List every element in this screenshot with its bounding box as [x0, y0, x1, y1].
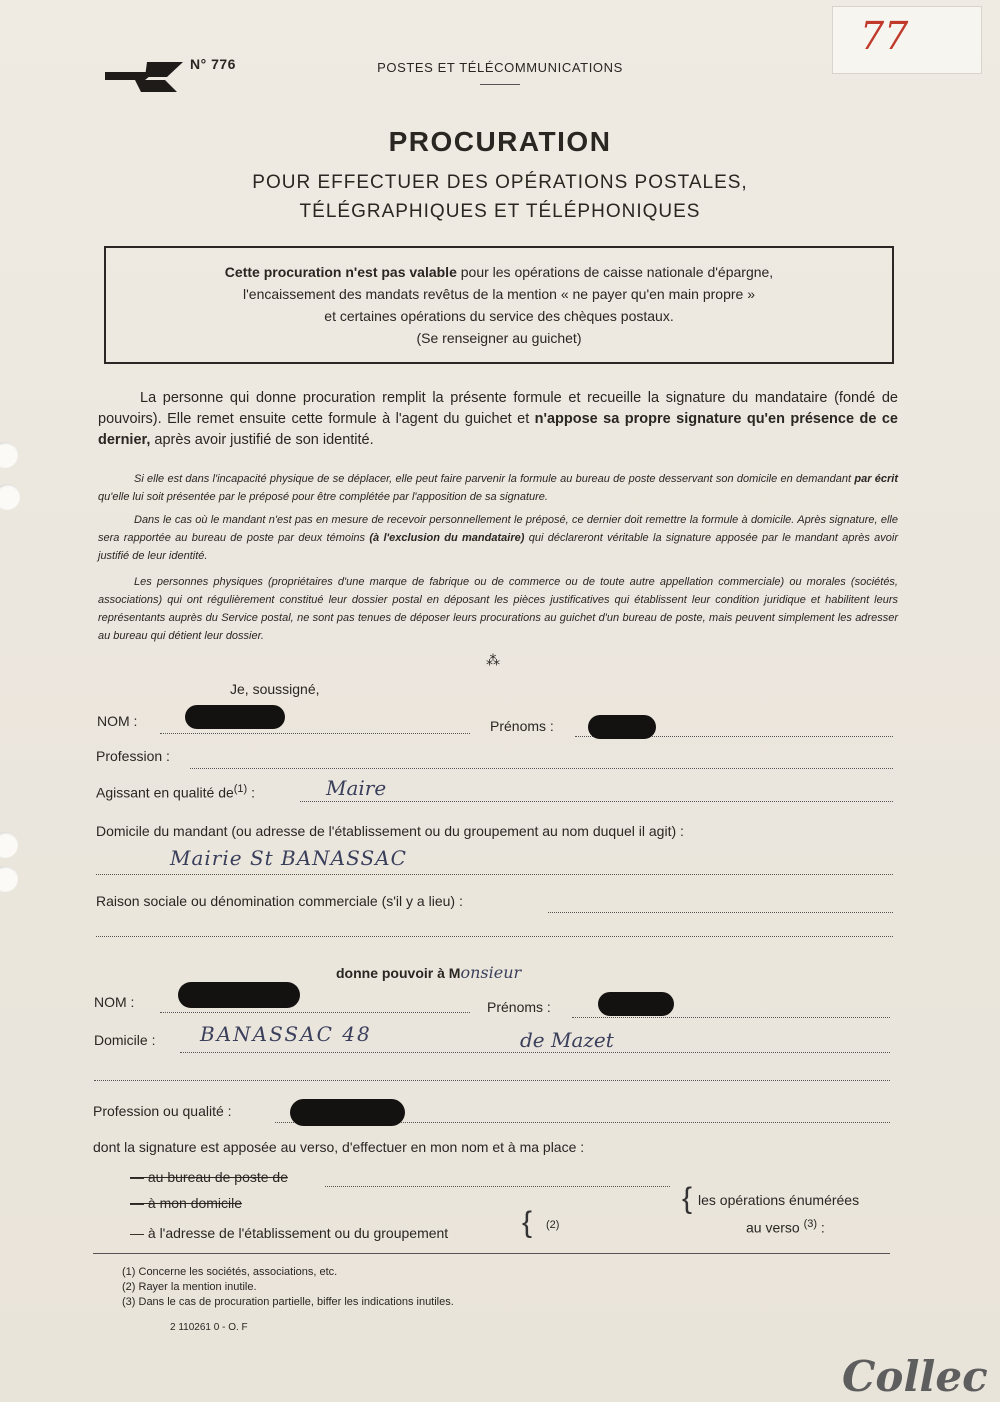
- agissant-label: Agissant en qualité $de^{(1)}$ :: [96, 783, 255, 801]
- mandataire-domicile-field[interactable]: [180, 1052, 890, 1053]
- intro-paragraph: La personne qui donne procuration remplit la présente formule et recueille la signature du mandataire (fondé de pouvoirs). Elle remet ensuite cette formule à l'agent du guichet et n'appose sa propre signature qu'en présence de ce dernier, après avoir justifié de son identité.: [98, 390, 898, 448]
- domicile-mandant-label: Domicile du mandant (ou adresse de l'établissement ou du groupement au nom duquel il agit) :: [96, 823, 684, 839]
- punch-hole: [0, 442, 18, 468]
- signature-verso-text: dont la signature est apposée au verso, d'effectuer en mon nom et à ma place :: [93, 1139, 585, 1155]
- option-bureau-de-poste: — au bureau de poste de: [130, 1169, 289, 1185]
- form-number: N° 776: [190, 56, 236, 72]
- punch-hole: [0, 484, 20, 510]
- footnote-1: (1) Concerne les sociétés, associations, etc.: [122, 1266, 338, 1278]
- raison-sociale-field[interactable]: [548, 912, 893, 913]
- raison-sociale-label: Raison sociale ou dénomination commerciale (s'il y a lieu) :: [96, 893, 463, 909]
- option-domicile: — à mon domicile: [130, 1195, 243, 1211]
- validity-notice-box: Cette procuration n'est pas valable pour les opérations de caisse nationale d'épargne, l'encaissement des mandats revêtus de la mention « ne payer qu'en main propre » et certaines opérations du service des chèques postaux. (Se renseigner au guichet): [104, 246, 894, 364]
- ptt-bird-logo-icon: [105, 60, 183, 94]
- redaction-mark: [290, 1099, 405, 1126]
- page-subtitle: POUR EFFECTUER DES OPÉRATIONS POSTALES, TÉLÉGRAPHIQUES ET TÉLÉPHONIQUES: [252, 172, 748, 222]
- punch-hole: [0, 866, 18, 892]
- redaction-mark: [185, 705, 285, 729]
- separator-asterism: ⁂: [486, 652, 500, 668]
- agissant-handwritten-value: Maire: [326, 776, 387, 800]
- mandataire-domicile-handwritten-value: BANASSAC 48: [200, 1022, 372, 1046]
- mandataire-domicile-label: Domicile :: [94, 1032, 156, 1048]
- footnote-2: (2) Rayer la mention inutile.: [122, 1281, 257, 1293]
- corner-handwritten-mark: 77: [860, 14, 909, 58]
- redaction-mark: [598, 992, 674, 1016]
- mandataire-nom-field[interactable]: [160, 1012, 470, 1013]
- brace-right: {: [682, 1182, 693, 1215]
- mandataire-domicile-handwritten-value-2: de Mazet: [520, 1028, 614, 1052]
- agissant-field[interactable]: [300, 801, 893, 802]
- footnote-separator: [93, 1253, 890, 1254]
- mandataire-prenoms-label: Prénoms :: [487, 999, 551, 1015]
- mandant-profession-field[interactable]: [190, 768, 893, 769]
- divider: [480, 84, 520, 85]
- mandataire-domicile-field-line2[interactable]: [94, 1080, 890, 1081]
- raison-sociale-field-line2[interactable]: [96, 936, 893, 937]
- instruction-paragraph: Les personnes physiques (propriétaires d'une marque de fabrique ou de commerce ou de toute autre appellation commerciale) ou morales (sociétés, associations) qui ont régulièrement constitué leur dossier postal en déposant les pièces justificatives qui établissent leur condition juridique et habilitent leurs représentants auprès du Service postal, ne sont pas tenues de déposer leurs procurations au guichet d'un bureau de poste, mais peuvent simplement les adresser au bureau qui détient leur dossier.: [98, 576, 898, 642]
- mandataire-heading: donne pouvoir à Monsieur: [336, 963, 522, 982]
- footnote-ref-2: (2): [546, 1219, 560, 1231]
- domicile-mandant-field[interactable]: [96, 874, 893, 875]
- brace-left: {: [522, 1206, 533, 1239]
- instruction-paragraph: Si elle est dans l'incapacité physique de se déplacer, elle peut faire parvenir la formule au bureau de poste desservant son domicile en demandant par écrit qu'elle lui soit présentée par le préposé pour être complétée par l'apposition de sa signature.: [98, 473, 898, 503]
- mandant-nom-label: NOM :: [97, 713, 138, 729]
- operations-enumerees-text: les opérations énumérées: [698, 1192, 860, 1208]
- agency-name: POSTES ET TÉLÉCOMMUNICATIONS: [377, 60, 623, 75]
- form-code: 2 110261 0 - O. F: [170, 1322, 248, 1333]
- mandant-profession-label: Profession :: [96, 748, 170, 764]
- mandataire-nom-label: NOM :: [94, 994, 135, 1010]
- redaction-mark: [588, 715, 656, 739]
- mandataire-prenoms-field[interactable]: [572, 1017, 890, 1018]
- au-verso-text: au verso $^{(3)}$ :: [746, 1218, 825, 1236]
- instruction-paragraph: Dans le cas où le mandant n'est pas en mesure de recevoir personnellement le préposé, ce dernier doit remettre la formule à domicile. Après signature, elle sera rapportée au bureau de poste par deux témoins (à l'exclusion du mandataire) qui déclareront véritable la signature apposée par le mandant après avoir justifié de leur identité.: [98, 514, 898, 562]
- mandataire-profession-label: Profession ou qualité :: [93, 1103, 232, 1119]
- bureau-de-poste-field[interactable]: [325, 1186, 670, 1187]
- soussigne-label: Je, soussigné,: [230, 681, 320, 697]
- footnote-3: (3) Dans le cas de procuration partielle, biffer les indications inutiles.: [122, 1296, 454, 1308]
- watermark-text: Collec: [842, 1352, 988, 1401]
- page-title: PROCURATION: [388, 126, 612, 157]
- mandant-prenoms-label: Prénoms :: [490, 718, 554, 734]
- option-etablissement: — à l'adresse de l'établissement ou du groupement: [130, 1225, 449, 1241]
- punch-hole: [0, 832, 18, 858]
- domicile-mandant-handwritten-value: Mairie St BANASSAC: [170, 846, 407, 870]
- redaction-mark: [178, 982, 300, 1008]
- mandant-nom-field[interactable]: [160, 733, 470, 734]
